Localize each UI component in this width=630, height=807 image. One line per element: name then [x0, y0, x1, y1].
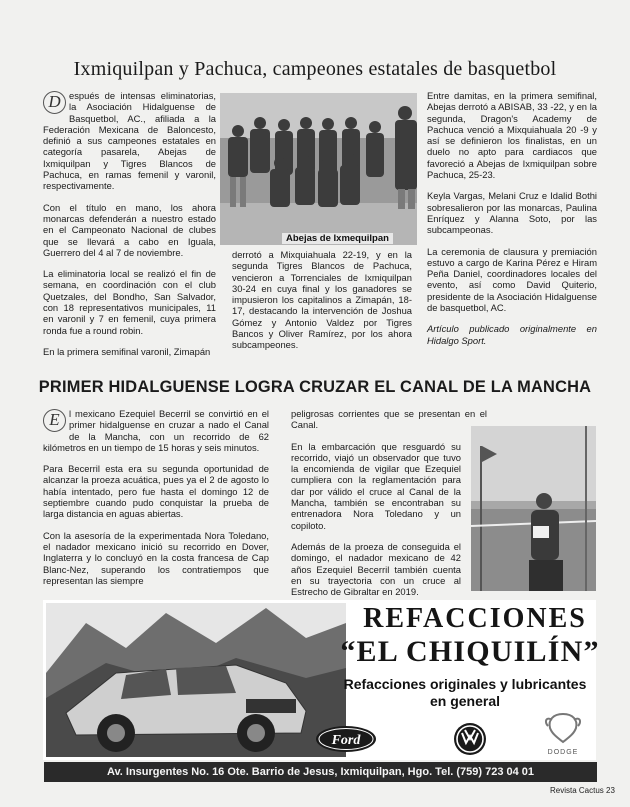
paragraph: espués de intensas eliminatorias, la Asociación Hidalguense de Basquetbol, AC., afiliada a la Federación Mexicana de Baloncesto, definió a sus campeones estatales en categoría pasarela, Abejas de Ixmiquilpan y Tigres Blancos de Pachuca, en ramas femenil y varonil, respectivamente.: [43, 90, 216, 192]
dodge-logo: [538, 710, 588, 756]
article-column-1: [43, 90, 216, 367]
svg-text:Ford: Ford: [331, 733, 361, 748]
source-note: Artículo publicado originalmente en Hidalgo Sport.: [427, 323, 597, 346]
truck-image: [46, 603, 346, 757]
boat-swimmer-image: [471, 426, 596, 591]
team-photo: [220, 93, 417, 245]
paragraph: peligrosas corrientes que se presentan en el Canal.: [291, 408, 487, 431]
shop-name: REFACCIONES: [363, 603, 587, 634]
article-column-3: [427, 90, 597, 356]
svg-text:DODGE: DODGE: [547, 749, 579, 756]
page-number: Revista Cactus 23: [550, 786, 615, 795]
article-column-1: [43, 408, 269, 596]
ad-address-bar: Av. Insurgentes No. 16 Ote. Barrio de Jesus, Ixmiquilpan, Hgo. Tel. (759) 723 04 01: [44, 762, 597, 782]
shop-name-subtitle: “EL CHIQUILÍN”: [340, 635, 600, 668]
paragraph: l mexicano Ezequiel Becerril se convirtió en el primer hidalguense en cruzar a nado el Canal de la Mancha, con un recorrido de 62 kilómetros en un tiempo de 15 horas y seis minutos.: [43, 408, 269, 453]
ad-tagline: Refacciones originales y lubricantes en general: [343, 676, 587, 709]
article-title: PRIMER HIDALGUENSE LOGRA CRUZAR EL CANAL DE LA MANCHA: [38, 378, 592, 396]
drop-cap: E: [43, 409, 66, 432]
paragraph: Keyla Vargas, Melani Cruz e Idalid Bothi sobresalieron por las monarcas, Paulina Enríquez y Alanna Soto, por las subcampeonas.: [427, 190, 597, 236]
ford-logo: [315, 725, 377, 753]
paragraph: derrotó a Mixquiahuala 22-19, y en la segunda Tigres Blancos de Pachuca, vencieron a Torrenciales de Ixmiquilpan 30-24 en cuya final y los ganadores se impusieron los capitalinos a Zimapán, 18-17, destacando la intervención de Joshua Gómez y Antonio Valdez por Tigres Bancos y Oliver Ramírez, por los ahora subcampeones.: [232, 249, 412, 351]
paragraph: Con el título en mano, los ahora monarcas defenderán a nuestro estado en el Campeonato Nacional de clubes que se llevará a cabo en Iguala, Guerrero del 4 al 7 de noviembre.: [43, 201, 216, 258]
paragraph: En la primera semifinal varonil, Zimapán: [43, 345, 211, 357]
drop-cap: D: [43, 91, 66, 114]
article-title: Ixmiquilpan y Pachuca, campeones estatales de basquetbol: [73, 58, 557, 80]
swimmer-photo: [471, 426, 596, 591]
volkswagen-logo: [453, 722, 487, 756]
paragraph: Entre damitas, en la primera semifinal, Abejas derrotó a ABISAB, 33 -22, y en la segunda, Dragon's Academy de Pachuca venció a Mixquiahuala 20 -9 y así se definieron los finalistas, en un duelo no apto para cardiacos que favoreció a Abejas de Ixmiquilpan sobre Pachuca, 25-23.: [427, 90, 597, 181]
paragraph: Para Becerril esta era su segunda oportunidad de alcanzar la proeza acuática, pues ya el 2 de agosto lo había intentado, pero fue hasta el domingo 12 de septiembre cuando pudo conquistar la prueba de larga distancia en aguas abiertas.: [43, 463, 269, 520]
article-column-2: [291, 408, 487, 607]
paragraph: Además de la proeza de conseguida el domingo, el nadador mexicano de 42 años Ezequiel Becerril también cuenta en su trayectoria con un cruce al Estrecho de Gibraltar en 2019.: [291, 540, 461, 598]
paragraph: Con la asesoría de la experimentada Nora Toledano, el nadador mexicano inició su recorrido en Dover, Inglaterra y lo concluyó en la costa francesa de Cap Blanc-Nez, superando los contratiempos que representan las siempre: [43, 529, 269, 586]
photo-caption: Abejas de Ixmequilpan: [282, 233, 393, 244]
article-column-2: [232, 249, 412, 361]
basketball-team-image: [220, 93, 417, 245]
paragraph: La eliminatoria local se realizó el fin de semana, en coordinación con el club Quetzales, del Bondho, San Salvador, con 18 representativos municipales, 11 en varonil y 7 en femenil, cuya primera ronda fue a round robin.: [43, 268, 216, 336]
paragraph: La ceremonia de clausura y premiación estuvo a cargo de Karina Pérez e Hiram Peña Daniel, coordinadores locales del evento, así como David Quiterio, presidente de la Asociación Hidalguense de basquetbol, AC.: [427, 245, 597, 314]
pickup-truck-graphic: [46, 603, 346, 757]
paragraph: En la embarcación que resguardó su recorrido, viajó un observador que tuvo la encomienda de vigilar que Ezequiel cumpliera con la reglamentación para dar por válido el cruce al Canal de la Mancha, también se encontraban su entrenadora Nora Toledano y un copiloto.: [291, 440, 461, 531]
